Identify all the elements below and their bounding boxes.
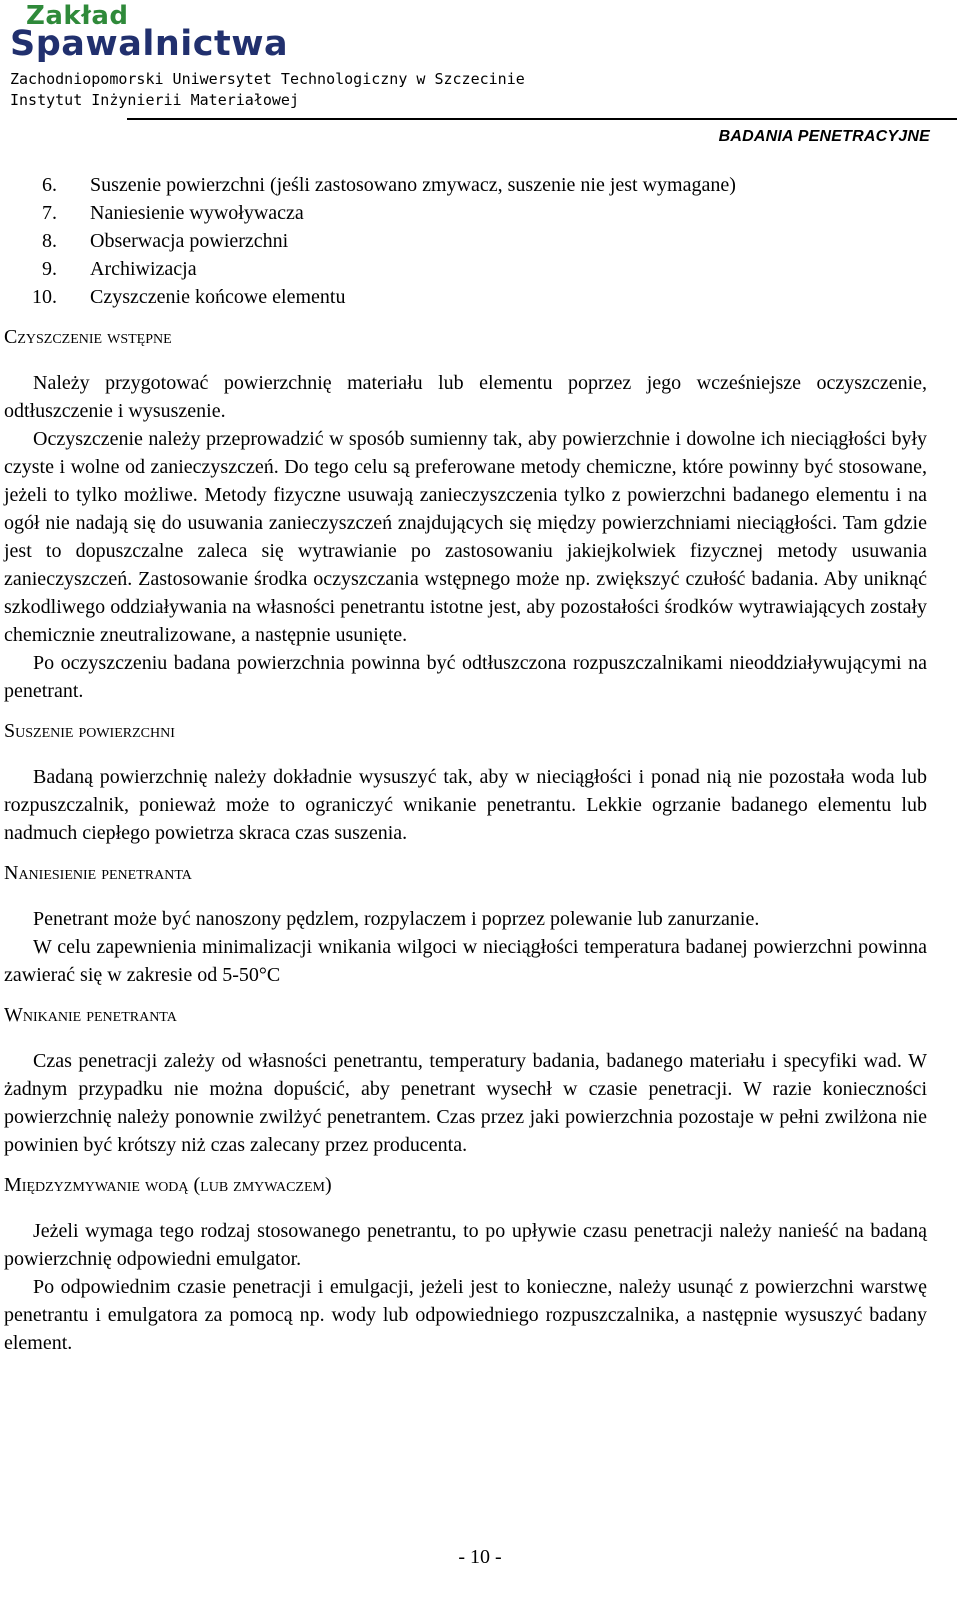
paragraph: Po odpowiednim czasie penetracji i emulgacji, jeżeli jest to konieczne, należy usunąć z powierzchni warstwę penetrantu i emulgatora za pomocą np. wody lub odpowiedniego rozpuszczalnika, a następnie wysuszyć badany element. [4, 1276, 927, 1354]
page-number: - 10 - [458, 1546, 502, 1568]
paragraph: W celu zapewnienia minimalizacji wnikania wilgoci w nieciągłości temperatura badanej powierzchni powinna zawierać się w zakresie od 5-50°C [4, 936, 927, 986]
logo-top-text: Zakład [26, 1, 129, 31]
list-item [62, 171, 927, 199]
paragraph: Oczyszczenie należy przeprowadzić w sposób sumienny tak, aby powierzchnie i dowolne ich nieciągłości były czyste i wolne od zanieczyszczeń. Do tego celu są preferowane metody chemiczne, które powinny być stosowane, jeżeli to tylko możliwe. Metody fizyczne usuwają zanieczyszczenia tylko z powierzchni badanego elementu i na ogół nie nadają się do usuwania zanieczyszczeń znajdujących się między powierzchniami nieciągłości. Tam gdzie jest to dopuszczalne zaleca się wytrawianie po zastosowaniu jakiejkolwiek fizycznej metody usuwania zanieczyszczeń. Zastosowanie środka oczyszczania wstępnego może np. zwiększyć czułość badania. Aby uniknąć szkodliwego oddziaływania na własności penetrantu istotne jest, aby pozostałości środków wytrawiających zostały chemicznie zneutralizowane, a następnie usunięte. [4, 428, 927, 646]
logo-main-text: Spawalnictwa [10, 24, 289, 64]
paragraph: Jeżeli wymaga tego rodzaj stosowanego penetrantu, to po upływie czasu penetracji należy nanieść na badaną powierzchnię odpowiedni emulgator. [4, 1220, 927, 1270]
section-title: BADANIA PENETRACYJNE [718, 128, 930, 145]
step-text: Naniesienie wywoływacza [90, 202, 304, 224]
paragraph: Badaną powierzchnię należy dokładnie wysuszyć tak, aby w nieciągłości i ponad nią nie pozostała woda lub rozpuszczalnik, ponieważ może to ograniczyć wnikanie penetrantu. Lekkie ogrzanie badanego elementu lub nadmuch ciepłego powietrza skraca czas suszenia. [4, 766, 927, 844]
section-heading: Naniesienie penetranta [4, 862, 192, 884]
list-item [62, 255, 927, 283]
step-text: Archiwizacja [90, 258, 197, 280]
paragraph: Penetrant może być nanoszony pędzlem, rozpylaczem i poprzez polewanie lub zanurzanie. [33, 908, 760, 930]
list-item [62, 283, 927, 311]
university-name: Zachodniopomorski Uniwersytet Technologiczny w Szczecinie [10, 70, 525, 88]
section-heading: Czyszczenie wstępne [4, 326, 172, 348]
section-heading: Międzyzmywanie wodą (lub zmywaczem) [4, 1174, 332, 1196]
document-body [4, 171, 927, 1357]
section-heading: Wnikanie penetranta [4, 1004, 177, 1026]
header-divider [127, 118, 957, 120]
paragraph: Należy przygotować powierzchnię materiału lub elementu poprzez jego wcześniejsze oczyszczenie, odtłuszczenie i wysuszenie. [4, 372, 927, 422]
step-text: Suszenie powierzchni (jeśli zastosowano zmywacz, suszenie nie jest wymagane) [90, 174, 736, 196]
list-item [62, 199, 927, 227]
paragraph: Czas penetracji zależy od własności penetrantu, temperatury badania, badanego materiału i specyfiki wad. W żadnym przypadku nie można dopuścić, aby penetrant wysechł w czasie penetracji. W razie konieczności powierzchnię należy ponownie zwilżyć penetrantem. Czas przez jaki powierzchnia pozostaje w pełni zwilżona nie powinien być krótszy niż czas zalecany przez producenta. [4, 1050, 927, 1156]
step-text: Czyszczenie końcowe elementu [90, 286, 346, 308]
steps-list [4, 171, 927, 311]
list-item [62, 227, 927, 255]
paragraph: Po oczyszczeniu badana powierzchnia powinna być odtłuszczona rozpuszczalnikami nieoddziaływującymi na penetrant. [4, 652, 927, 702]
institute-name: Instytut Inżynierii Materiałowej [10, 91, 299, 109]
section-heading: Suszenie powierzchni [4, 720, 175, 742]
step-text: Obserwacja powierzchni [90, 230, 289, 252]
